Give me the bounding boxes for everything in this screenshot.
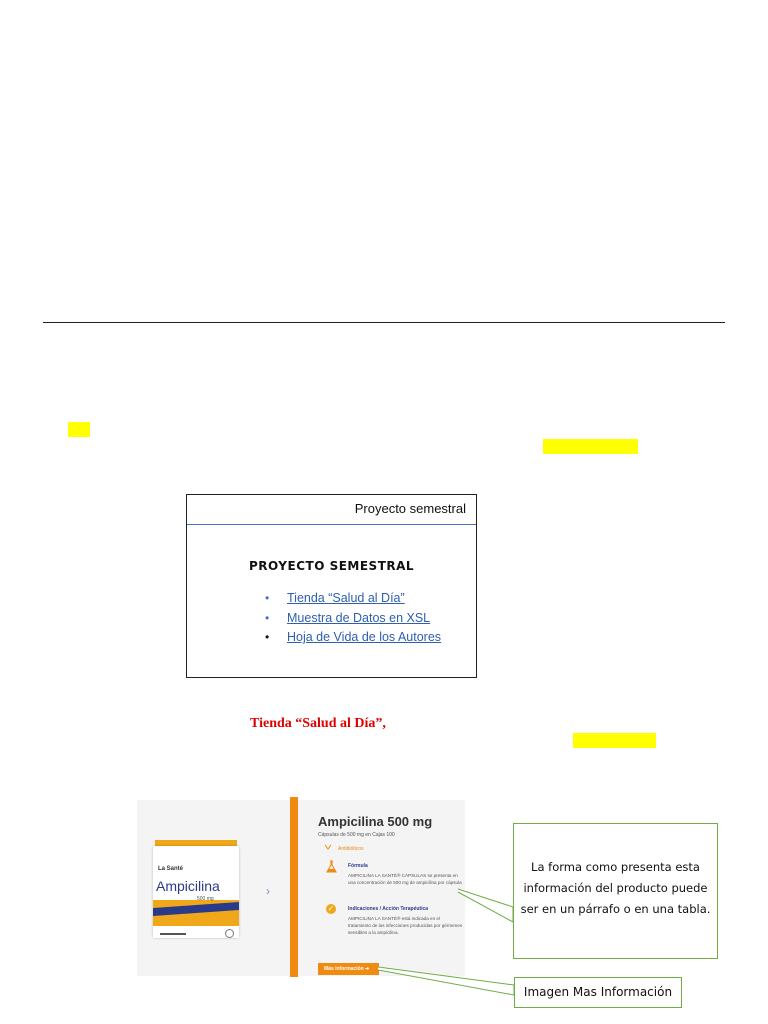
mockup-header — [187, 495, 476, 525]
highlight-mark — [68, 422, 90, 437]
list-item — [265, 609, 441, 629]
product-title: Ampicilina 500 mg — [318, 814, 433, 829]
formula-text: AMPICILINA LA SANTÉ® CÁPSULAS se presenta en una concentración de 500 mg de ampicilina por cápsula — [348, 873, 462, 885]
link-muestra-xsl[interactable]: Muestra de Datos en XSL — [287, 610, 431, 625]
product-box-footer-bar — [160, 933, 186, 935]
project-page-mockup — [186, 494, 477, 678]
store-title: Tienda “Salud al Día”, — [250, 716, 386, 731]
callout-paragraph-note: La forma como presenta esta información del producto puede ser en un párrafo o en una tabla. — [513, 823, 718, 959]
bullet-icon: • — [265, 630, 270, 644]
indications-text: AMPICILINA LA SANTÉ® está indicada en el tratamiento de las infecciones producidas por gérmenes sensibles a la ampicilina. — [348, 916, 463, 935]
product-box-name: Ampicilina — [156, 878, 220, 894]
more-info-button[interactable]: Más información ➔ — [318, 963, 379, 975]
highlight-mark — [543, 439, 638, 454]
chevron-right-icon[interactable]: › — [266, 884, 270, 898]
mockup-link-list — [265, 589, 441, 648]
bullet-icon: • — [265, 591, 270, 605]
list-item — [265, 628, 441, 648]
product-category: Antibióticos — [338, 846, 364, 852]
list-item — [265, 589, 441, 609]
mockup-header-title: Proyecto semestral — [354, 501, 466, 516]
flask-icon — [326, 860, 337, 876]
callout-button-note: Imagen Mas Información — [514, 977, 682, 1008]
capsule-icon — [324, 843, 332, 851]
link-tienda[interactable]: Tienda “Salud al Día” — [287, 591, 405, 605]
bullet-icon: • — [265, 610, 270, 625]
indications-heading: Indicaciones / Acción Terapéutica — [348, 906, 429, 912]
link-hoja-de-vida[interactable]: Hoja de Vida de los Autores — [287, 630, 442, 644]
horizontal-rule — [43, 322, 725, 323]
mockup-heading: PROYECTO SEMESTRAL — [249, 559, 415, 573]
check-icon: ✓ — [327, 904, 335, 913]
formula-heading: Fórmula — [348, 863, 368, 869]
highlight-mark — [573, 733, 656, 748]
product-box-brand: La Santé — [158, 866, 184, 872]
accent-bar — [290, 797, 298, 977]
product-subtitle: Cápsulas de 500 mg en Cajas 100 — [318, 832, 395, 838]
product-box-logo-icon — [225, 929, 234, 938]
product-box-dose: 500 mg — [197, 896, 214, 902]
